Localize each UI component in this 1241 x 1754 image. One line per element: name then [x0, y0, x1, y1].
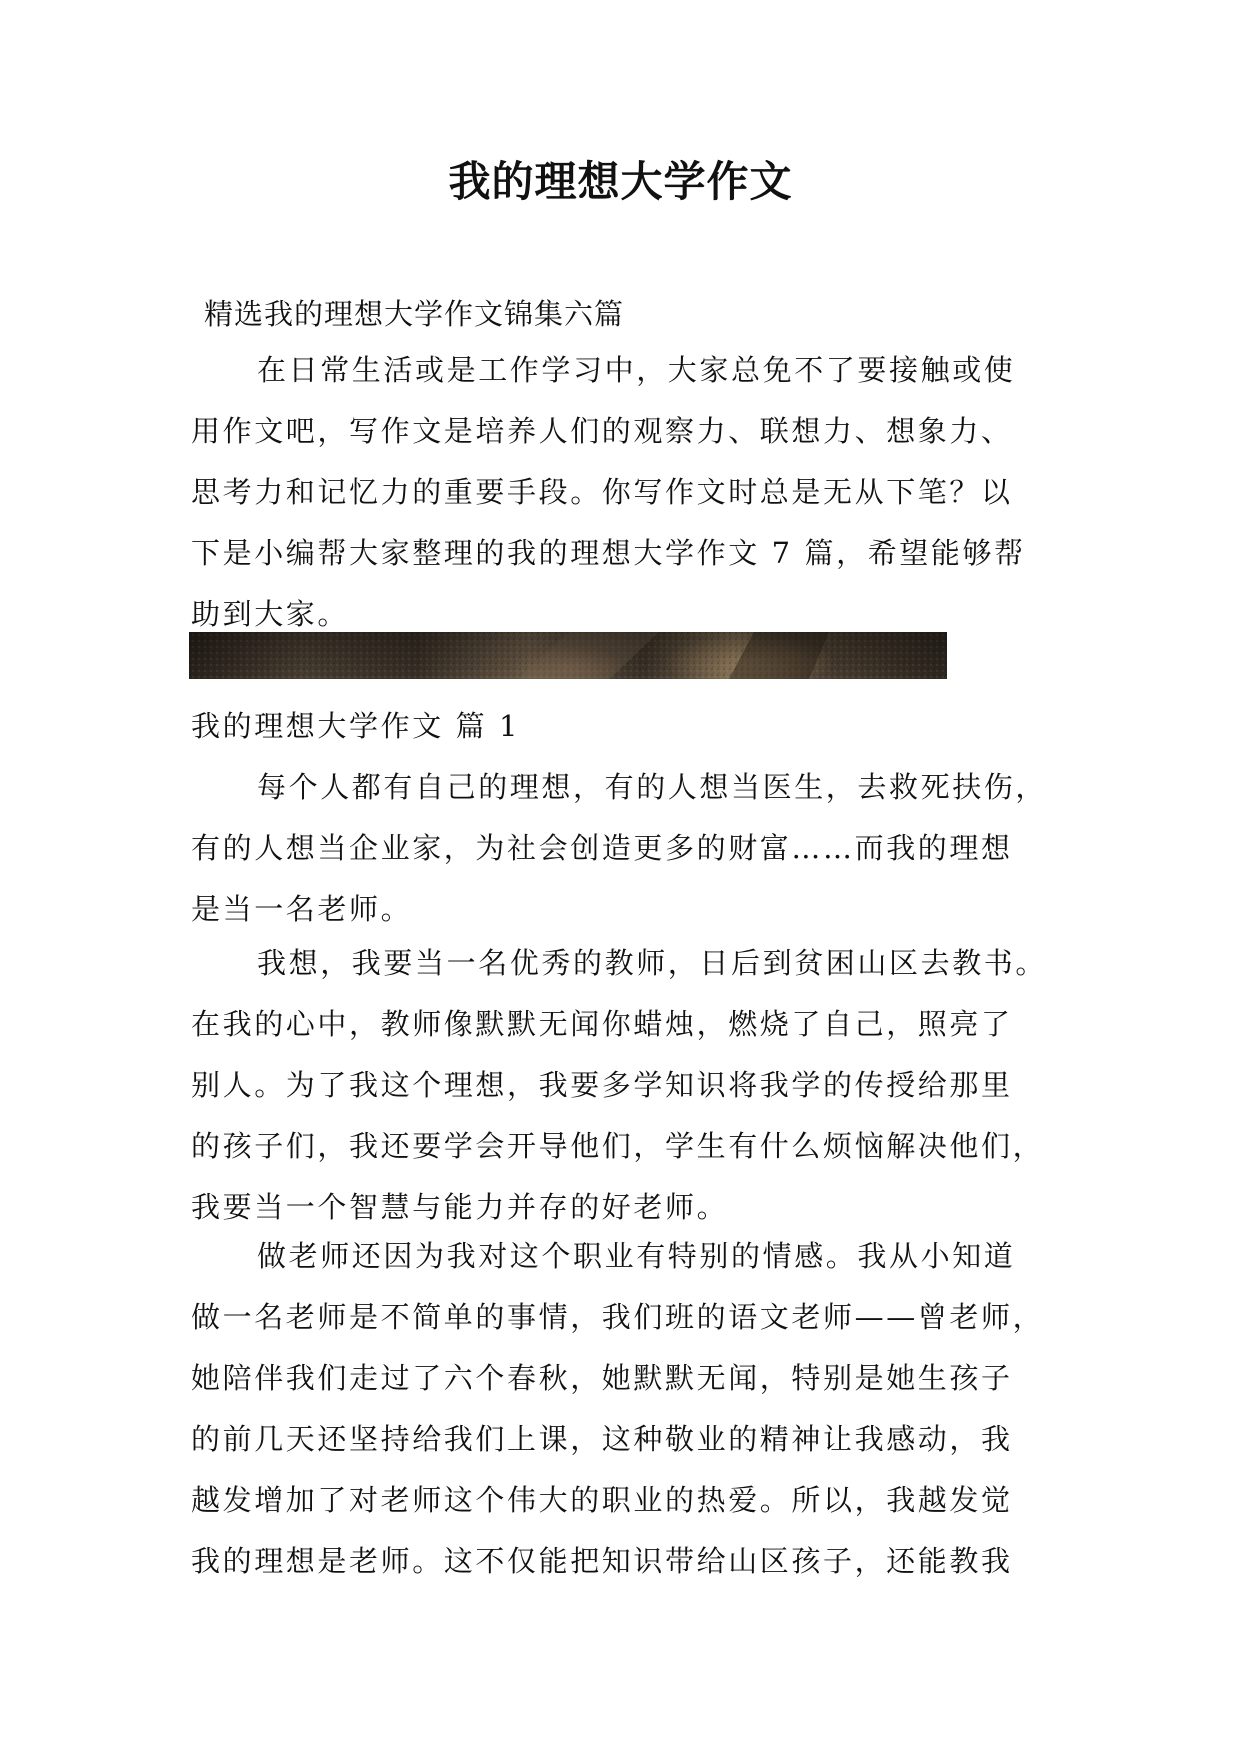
text-line: 是当一名老师。	[191, 892, 413, 926]
text-line: 越发增加了对老师这个伟大的职业的热爱。所以，我越发觉	[191, 1483, 1013, 1517]
text-line: 用作文吧，写作文是培养人们的观察力、联想力、想象力、	[191, 414, 1013, 448]
text-line: 思考力和记忆力的重要手段。你写作文时总是无从下笔？以	[191, 475, 1013, 509]
text-line: 的前几天还坚持给我们上课，这种敬业的精神让我感动，我	[191, 1422, 1013, 1456]
text-line: 助到大家。	[191, 597, 350, 631]
document-subtitle: 精选我的理想大学作文锦集六篇	[204, 297, 625, 331]
text-line: 每个人都有自己的理想，有的人想当医生，去救死扶伤，	[257, 770, 1048, 804]
text-line: 我要当一个智慧与能力并存的好老师。	[191, 1190, 729, 1224]
banner-image	[189, 632, 947, 679]
text-line: 的孩子们，我还要学会开导他们，学生有什么烦恼解决他们，	[191, 1129, 1045, 1163]
text-line: 别人。为了我这个理想，我要多学知识将我学的传授给那里	[191, 1068, 1013, 1102]
text-line: 她陪伴我们走过了六个春秋，她默默无闻，特别是她生孩子	[191, 1361, 1013, 1395]
text-line: 在我的心中，教师像默默无闻你蜡烛，燃烧了自己，照亮了	[191, 1007, 1013, 1041]
text-line: 做老师还因为我对这个职业有特别的情感。我从小知道	[257, 1239, 1016, 1273]
document-title: 我的理想大学作文	[448, 157, 793, 206]
text-line: 做一名老师是不简单的事情，我们班的语文老师——曾老师，	[191, 1300, 1045, 1334]
text-line: 有的人想当企业家，为社会创造更多的财富……而我的理想	[191, 831, 1013, 865]
text-line: 在日常生活或是工作学习中，大家总免不了要接触或使	[257, 353, 1016, 387]
banner-texture	[189, 632, 947, 679]
paragraph-2	[191, 933, 1061, 1238]
intro-paragraph	[191, 340, 1061, 645]
text-line: 下是小编帮大家整理的我的理想大学作文 7 篇，希望能够帮	[191, 536, 1026, 570]
paragraph-3	[191, 1226, 1061, 1592]
text-line: 我想，我要当一名优秀的教师，日后到贫困山区去教书。	[257, 946, 1048, 980]
paragraph-1	[191, 757, 1061, 940]
section-heading: 我的理想大学作文 篇 1	[191, 709, 521, 743]
text-line: 我的理想是老师。这不仅能把知识带给山区孩子，还能教我	[191, 1544, 1013, 1578]
